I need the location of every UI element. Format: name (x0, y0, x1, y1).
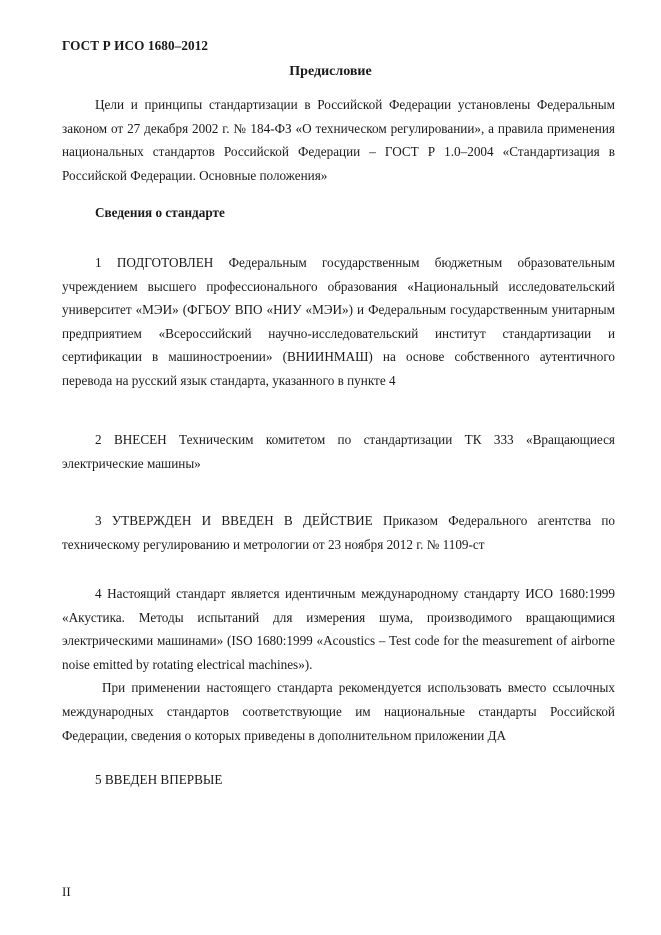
item-2-paragraph: 2 ВНЕСЕН Техническим комитетом по стандартизации ТК 333 «Вращающиеся электрические машины» (62, 432, 615, 471)
item-4-paragraph: 4 Настоящий стандарт является идентичным международному стандарту ИСО 1680:1999 «Акустика. Методы испытаний для измерения шума, производимого вращающимися электрическими машинами» (ISO 1680:1999 «Acoustics – Test code for the measurement of airborne noise emitted by rotating electrical machines»). (62, 586, 615, 672)
page-title: Предисловие (289, 64, 372, 79)
item-2-block (62, 428, 615, 475)
intro-paragraph-block (62, 93, 615, 187)
item-4-block (62, 582, 615, 747)
item-1-block (62, 251, 615, 393)
item-3-paragraph: 3 УТВЕРЖДЕН И ВВЕДЕН В ДЕЙСТВИЕ Приказом Федерального агентства по техническому регулированию и метрологии от 23 ноября 2012 г. № 1109-ст (62, 513, 615, 552)
item-5-block (62, 768, 615, 792)
page-number: II (62, 884, 71, 899)
item-4-note-paragraph: При применении настоящего стандарта рекомендуется использовать вместо ссылочных международных стандартов соответствующие им национальные стандарты Российской Федерации, сведения о которых приведены в дополнительном приложении ДА (62, 680, 615, 743)
section-subheading: Сведения о стандарте (95, 205, 225, 220)
item-1-paragraph: 1 ПОДГОТОВЛЕН Федеральным государственным бюджетным образовательным учреждением высшего профессионального образования «Национальный исследовательский университет «МЭИ» (ФГБОУ ВПО «НИУ «МЭИ») и Федеральным государственным унитарным предприятием «Всероссийский научно-исследовательский институт стандартизации и сертификации в машиностроении» (ВНИИНМАШ) на основе собственного аутентичного перевода на русский язык стандарта, указанного в пункте 4 (62, 255, 615, 388)
intro-paragraph: Цели и принципы стандартизации в Российской Федерации установлены Федеральным законом от 27 декабря 2002 г. № 184-ФЗ «О техническом регулировании», а правила применения национальных стандартов Российской Федерации – ГОСТ Р 1.0–2004 «Стандартизация в Российской Федерации. Основные положения» (62, 97, 615, 183)
item-3-block (62, 509, 615, 556)
standard-code: ГОСТ Р ИСО 1680–2012 (62, 38, 209, 53)
item-5-paragraph: 5 ВВЕДЕН ВПЕРВЫЕ (95, 772, 223, 787)
